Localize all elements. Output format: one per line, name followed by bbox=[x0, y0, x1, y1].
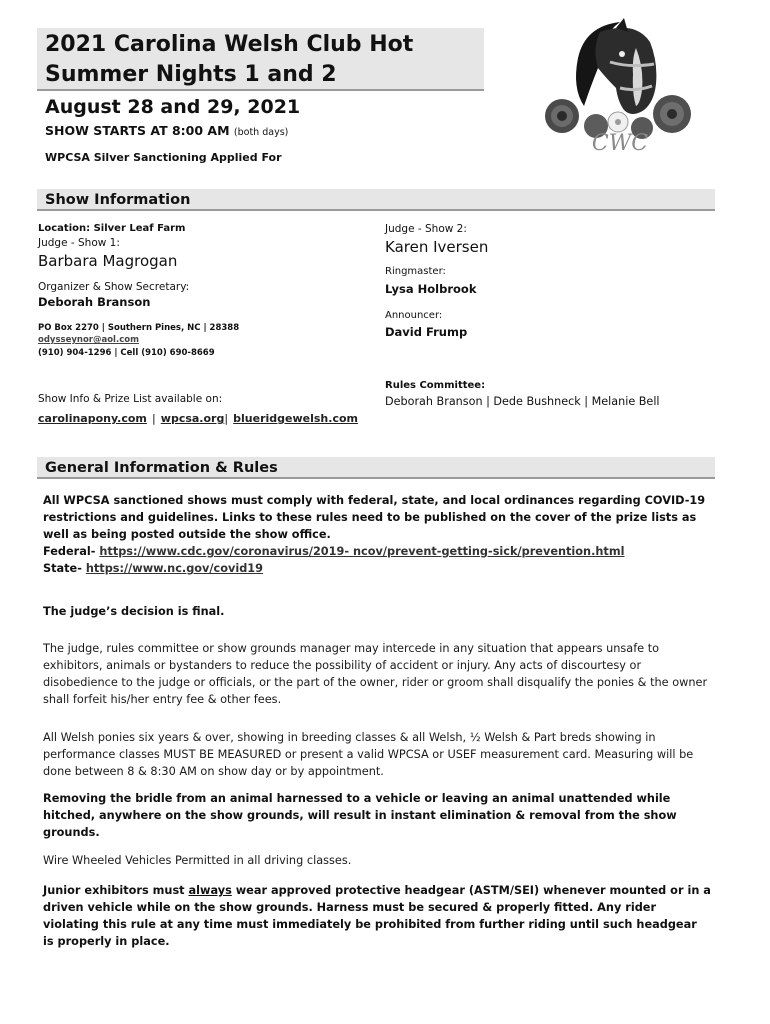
organizer-label: Organizer & Show Secretary: bbox=[38, 281, 190, 293]
email-link[interactable]: odysseynor@aol.com bbox=[38, 335, 139, 345]
cdc-link[interactable]: https://www.cdc.gov/coronavirus/2019- ncov/prevent-getting-sick/prevention.html bbox=[99, 545, 625, 558]
show-title-line-1: 2021 Carolina Welsh Club Hot bbox=[45, 32, 414, 57]
location: Location: Silver Leaf Farm bbox=[38, 223, 186, 234]
federal-label: Federal- bbox=[43, 545, 96, 558]
bridle-rule: Removing the bridle from an animal harnessed to a vehicle or leaving an animal unattended while hitched, anywhere on the show grounds, will result in instant elimination & removal from the show grounds. bbox=[43, 792, 677, 839]
judge-show-1-label: Judge - Show 1: bbox=[38, 237, 120, 249]
prize-list-label: Show Info & Prize List available on: bbox=[38, 393, 223, 405]
show-dates: August 28 and 29, 2021 bbox=[45, 96, 301, 118]
judge-decision-final: The judge’s decision is final. bbox=[43, 605, 225, 618]
always-emphasis: always bbox=[188, 884, 232, 897]
nc-gov-link[interactable]: https://www.nc.gov/covid19 bbox=[85, 562, 264, 575]
judge-show-2-name: Karen Iversen bbox=[385, 238, 489, 256]
logo-monogram: CWC bbox=[591, 131, 649, 156]
wire-wheeled-rule: Wire Wheeled Vehicles Permitted in all driving classes. bbox=[43, 854, 352, 867]
measuring-rule: All Welsh ponies six years & over, showing in breeding classes & all Welsh, ½ Welsh & Part breds showing in performance classes MUST BE MEASURED or present a valid WPCSA or USEF measurement card. Measuring will be done between 8 & 8:30 AM on show day or by appointment. bbox=[43, 731, 694, 778]
state-label: State- bbox=[43, 562, 82, 575]
rules-committee-members: Deborah Branson | Dede Bushneck | Melanie Bell bbox=[385, 395, 660, 408]
carolinapony-link[interactable]: carolinapony.com bbox=[38, 412, 147, 425]
wpcsa-link[interactable]: wpcsa.org bbox=[160, 412, 225, 425]
show-information-heading: Show Information bbox=[45, 192, 191, 208]
rules-committee-label: Rules Committee: bbox=[385, 380, 486, 391]
mailing-address: PO Box 2270 | Southern Pines, NC | 28388 bbox=[38, 323, 240, 333]
announcer-label: Announcer: bbox=[385, 310, 443, 321]
sanctioning-note: WPCSA Silver Sanctioning Applied For bbox=[45, 151, 282, 164]
judge-show-2-label: Judge - Show 2: bbox=[385, 223, 467, 235]
link-separator: | bbox=[224, 412, 229, 425]
club-logo bbox=[540, 18, 700, 158]
junior-headgear-rule: Junior exhibitors must always wear approved protective headgear (ASTM/SEI) whenever mounted or in a driven vehicle while on the show grounds. Harness must be secured & properly fitted. Any rider violating this rule at any time must immediately be prohibited from further riding until such headgear is properly in place. bbox=[43, 884, 711, 948]
both-days-note: (both days) bbox=[233, 127, 289, 138]
blueridgewelsh-link[interactable]: blueridgewelsh.com bbox=[233, 412, 358, 425]
ringmaster-label: Ringmaster: bbox=[385, 266, 446, 277]
show-title-line-2: Summer Nights 1 and 2 bbox=[45, 62, 337, 87]
judge-show-1-name: Barbara Magrogan bbox=[38, 252, 178, 270]
intercede-rule: The judge, rules committee or show grounds manager may intercede in any situation that appears unsafe to exhibitors, animals or bystanders to reduce the possibility of accident or injury. Any acts of discourtesy or disobedience to the judge or officials, or the part of the owner, rider or groom shall disqualify the ponies & the owner shall forfeit his/her entry fee & other fees. bbox=[43, 642, 708, 706]
covid-rule: All WPCSA sanctioned shows must comply with federal, state, and local ordinances regarding COVID-19 restrictions and guidelines. Links to these rules need to be published on the cover of the prize lists as well as being posted outside the show office. Federal- https://www.cdc.gov/coronavirus/2019- ncov/prevent-getting-sick/prevention.html State- https://www.nc.gov/covid19 bbox=[43, 494, 706, 575]
website-links bbox=[38, 407, 358, 426]
phone-numbers: (910) 904-1296 | Cell (910) 690-8669 bbox=[38, 348, 215, 358]
organizer-name: Deborah Branson bbox=[38, 295, 151, 309]
general-info-heading: General Information & Rules bbox=[45, 460, 278, 476]
announcer-name: David Frump bbox=[385, 325, 468, 339]
link-separator: | bbox=[151, 412, 156, 425]
show-start-time: SHOW STARTS AT 8:00 AM (both days) bbox=[45, 123, 289, 138]
ringmaster-name: Lysa Holbrook bbox=[385, 282, 477, 296]
